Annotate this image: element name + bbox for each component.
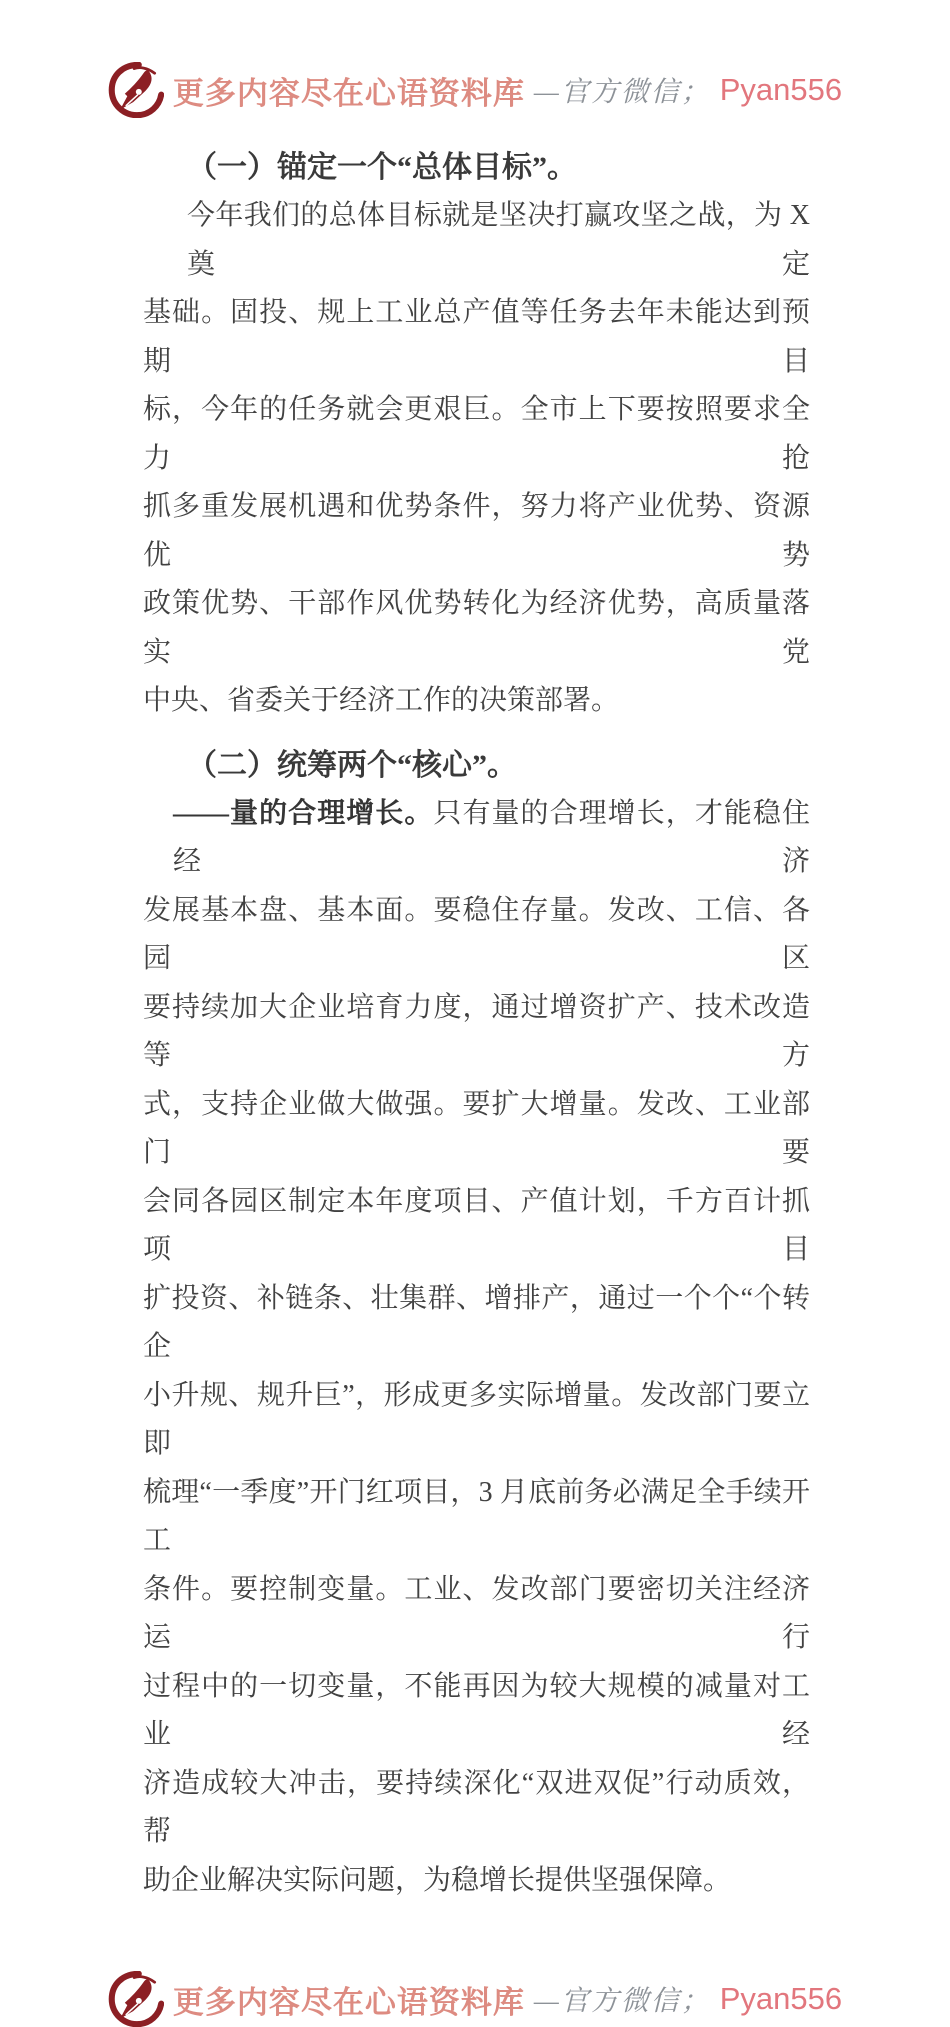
section-heading-1: （一）锚定一个“总体目标”。 xyxy=(187,151,577,184)
document-body xyxy=(0,144,950,1905)
text-run: 只有量的合理增长，才能稳住经济 xyxy=(173,797,810,877)
text-line: 过程中的一切变量，不能再因为较大规模的减量对工业经 xyxy=(143,1670,810,1750)
text-line: 发展基本盘、基本面。要稳住存量。发改、工信、各园区 xyxy=(143,894,810,974)
pen-logo-icon xyxy=(108,1971,164,2027)
text-line: 扩投资、补链条、壮集群、增排产，通过一个个“个转企 xyxy=(143,1282,810,1362)
text-line: 中央、省委关于经济工作的决策部署。 xyxy=(143,685,620,716)
paragraph-1 xyxy=(143,192,810,726)
text-line: 政策优势、干部作风优势转化为经济优势，高质量落实党 xyxy=(143,588,810,668)
text-line: 今年我们的总体目标就是坚决打赢攻坚之战，为 X 奠定 xyxy=(187,200,810,280)
bold-lead-text: ——量的合理增长。 xyxy=(173,797,434,829)
text-line xyxy=(143,790,810,887)
text-line: 式，支持企业做大做强。要扩大增量。发改、工业部门要 xyxy=(143,1088,810,1168)
text-line: 条件。要控制变量。工业、发改部门要密切关注经济运行 xyxy=(143,1573,810,1653)
watermark-wechat-id: Pyan556 xyxy=(719,72,843,107)
text-line: 基础。固投、规上工业总产值等任务去年未能达到预期目 xyxy=(143,297,810,377)
watermark-wechat-label: —官方微信； xyxy=(533,77,711,108)
text-line: 小升规、规升巨”，形成更多实际增量。发改部门要立即 xyxy=(143,1379,810,1459)
text-line: 要持续加大企业培育力度，通过增资扩产、技术改造等方 xyxy=(143,991,810,1071)
text-line: 会同各园区制定本年度项目、产值计划，千方百计抓项目 xyxy=(143,1185,810,1265)
text-line: 抓多重发展机遇和优势条件，努力将产业优势、资源优势 xyxy=(143,491,810,571)
watermark-wechat-id: Pyan556 xyxy=(719,1981,843,2016)
pen-logo-icon xyxy=(108,62,164,118)
watermark-wechat-label: —官方微信； xyxy=(533,1986,711,2017)
text-line: 助企业解决实际问题，为稳增长提供坚强保障。 xyxy=(143,1864,732,1896)
watermark-brand-text: 更多内容尽在心语资料库 xyxy=(172,75,525,111)
watermark-brand-text: 更多内容尽在心语资料库 xyxy=(172,1984,525,2020)
paragraph-2 xyxy=(143,790,810,1906)
header-watermark xyxy=(0,0,950,118)
footer-watermark xyxy=(0,1971,950,2027)
text-line: 济造成较大冲击，要持续深化“双进双促”行动质效，帮 xyxy=(143,1767,810,1847)
text-line: 梳理“一季度”开门红项目，3 月底前务必满足全手续开工 xyxy=(143,1476,810,1556)
section-heading-2: （二）统筹两个“核心”。 xyxy=(187,748,517,782)
text-line: 标，今年的任务就会更艰巨。全市上下要按照要求全力抢 xyxy=(143,394,810,474)
